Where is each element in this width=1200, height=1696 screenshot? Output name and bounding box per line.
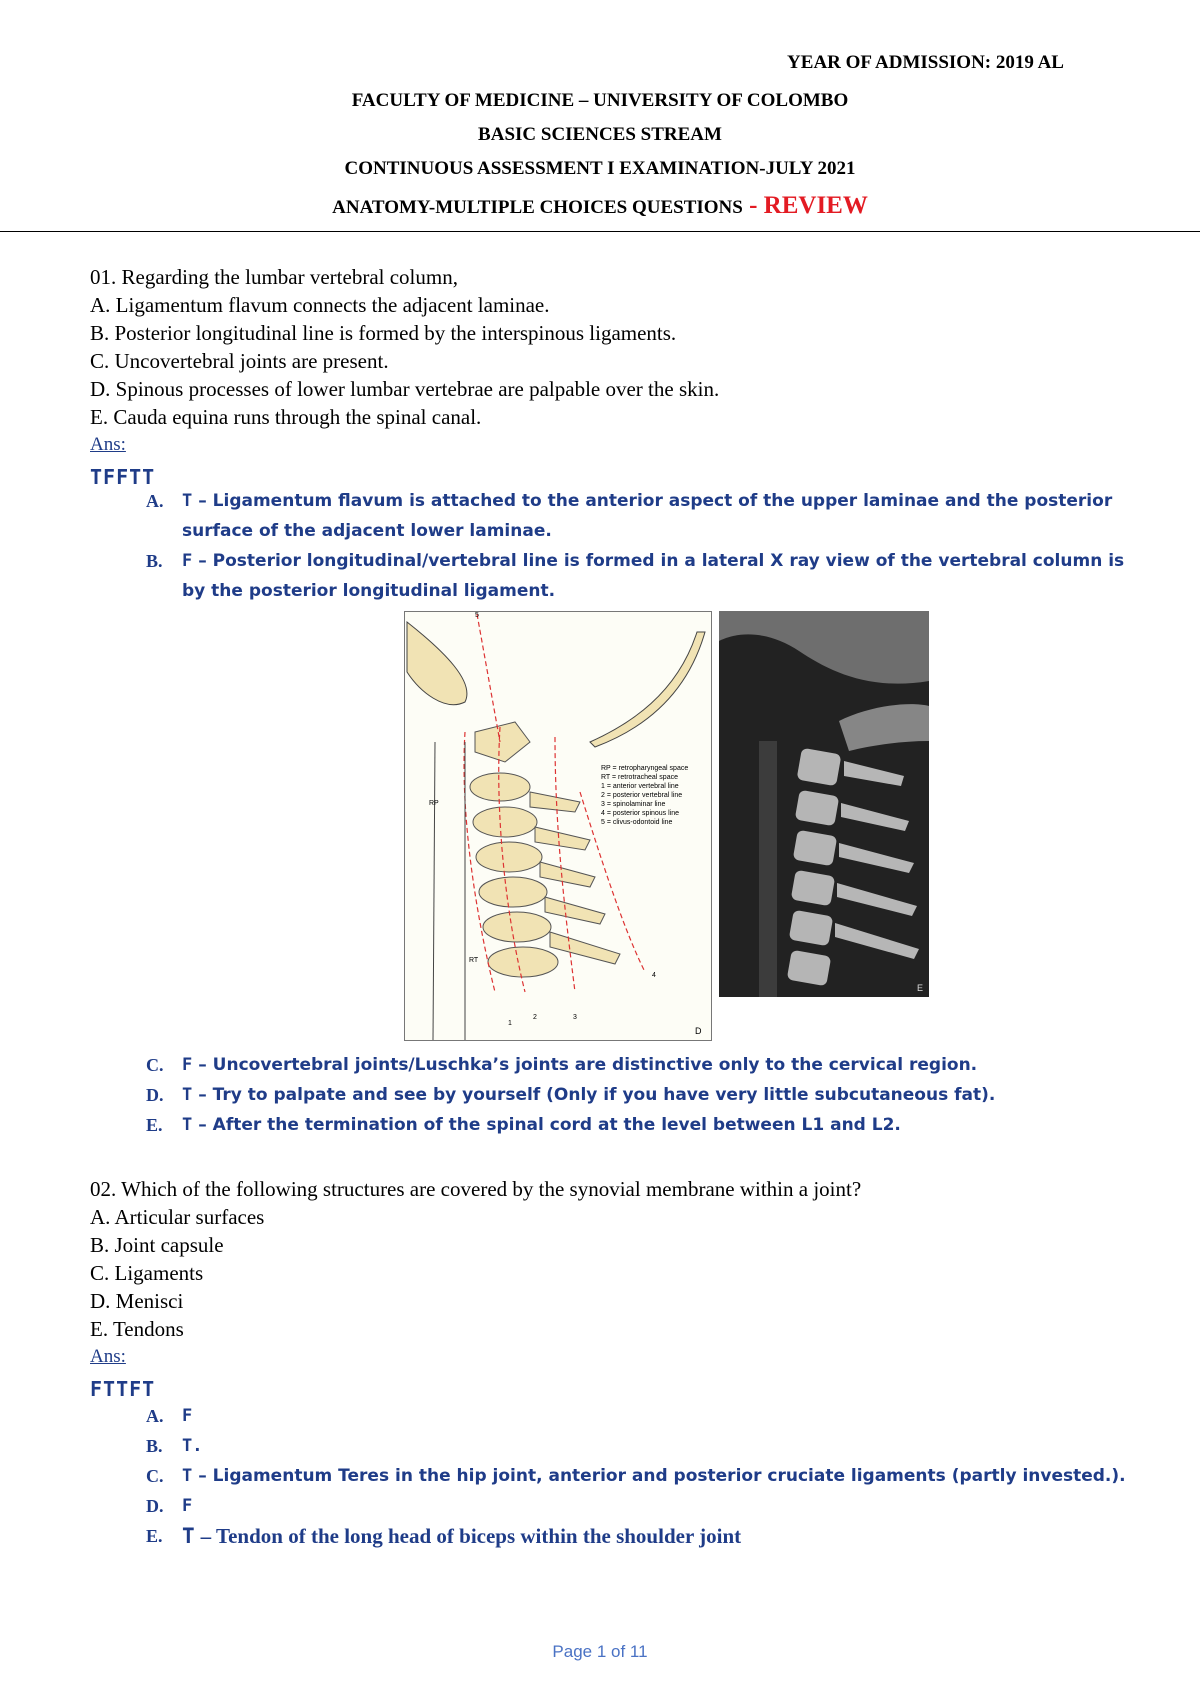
cervical-spine-diagram: [404, 611, 712, 1041]
explanation-letter: B.: [146, 551, 163, 571]
review-dash: -: [742, 192, 764, 219]
header-rule: [0, 231, 1200, 232]
explanation-text: – Ligamentum Teres in the hip joint, anterior and posterior cruciate ligaments (partly invested.).: [198, 1466, 1126, 1486]
year-of-admission: YEAR OF ADMISSION: 2019 AL: [787, 52, 1064, 73]
figure-label-e: E: [916, 983, 923, 993]
answer-code: FTTFT: [90, 1377, 156, 1401]
question-2: [90, 1175, 861, 1403]
line-number-4: 4: [652, 972, 656, 979]
figure-label-d: D: [695, 1026, 702, 1036]
explanation-text: – Tendon of the long head of biceps within the shoulder joint: [200, 1524, 742, 1548]
rp-label: RP: [429, 800, 439, 807]
explanation-letter: E.: [146, 1526, 163, 1546]
question-stem: 02. Which of the following structures are covered by the synovial membrane within a joint?: [90, 1177, 862, 1201]
q1-explanations-bottom: [146, 1050, 1136, 1140]
explanation-d: [146, 1080, 1136, 1110]
option-b: B. Posterior longitudinal line is formed by the interspinous ligaments.: [90, 321, 677, 345]
explanation-letter: E.: [146, 1115, 163, 1135]
explanation-letter: A.: [146, 1406, 164, 1426]
explanation-b: [146, 546, 1136, 606]
line-number-2: 2: [533, 1014, 537, 1021]
explanation-tf: T.: [182, 1436, 203, 1456]
explanation-letter: D.: [146, 1496, 164, 1516]
explanation-text: – Ligamentum flavum is attached to the anterior aspect of the upper laminae and the posterior surface of the adjacent lower laminae.: [182, 491, 1113, 541]
explanation-b: [146, 1431, 1136, 1461]
legend-item: RP = retropharyngeal space: [601, 765, 689, 772]
legend-item: RT = retrotracheal space: [601, 774, 678, 781]
explanation-letter: D.: [146, 1085, 164, 1105]
subject-text: ANATOMY-MULTIPLE CHOICES QUESTIONS: [332, 197, 743, 218]
explanation-tf: F: [182, 551, 193, 571]
option-b: B. Joint capsule: [90, 1233, 224, 1257]
q2-explanations: [146, 1401, 1136, 1551]
answer-label: Ans:: [90, 1346, 126, 1367]
line-number-3: 3: [573, 1014, 577, 1021]
explanation-tf: T: [182, 1085, 193, 1105]
answer-code: TFFTT: [90, 465, 156, 489]
answer-label: Ans:: [90, 434, 126, 455]
explanation-tf: F: [182, 1055, 193, 1075]
option-c: C. Uncovertebral joints are present.: [90, 349, 389, 373]
option-a: A. Articular surfaces: [90, 1205, 265, 1229]
explanation-tf: T: [182, 1115, 193, 1135]
explanation-c: [146, 1050, 1136, 1080]
option-c: C. Ligaments: [90, 1261, 204, 1285]
page-number: Page 1 of 11: [552, 1642, 648, 1661]
option-e: E. Cauda equina runs through the spinal canal.: [90, 405, 482, 429]
explanation-a: [146, 1401, 1136, 1431]
q1-explanations-top: [146, 486, 1136, 606]
explanation-text: – Posterior longitudinal/vertebral line is formed in a lateral X ray view of the vertebral column is by the posterior longitudinal ligament.: [182, 551, 1125, 601]
explanation-text: – After the termination of the spinal cord at the level between L1 and L2.: [198, 1115, 901, 1135]
option-d: D. Menisci: [90, 1289, 184, 1313]
explanation-tf: T: [182, 1466, 193, 1486]
legend-item: 3 = spinolaminar line: [601, 801, 666, 808]
review-badge: REVIEW: [763, 192, 868, 219]
question-1: [90, 263, 719, 491]
exam-title: CONTINUOUS ASSESSMENT I EXAMINATION-JULY 2021: [344, 158, 856, 179]
option-e: E. Tendons: [90, 1317, 184, 1341]
explanation-a: [146, 486, 1136, 546]
explanation-d: [146, 1491, 1136, 1521]
explanation-tf: T: [182, 491, 193, 511]
legend-item: 4 = posterior spinous line: [601, 810, 680, 817]
explanation-tf: F: [182, 1496, 193, 1516]
explanation-letter: A.: [146, 491, 164, 511]
rt-label: RT: [469, 957, 479, 964]
option-d: D. Spinous processes of lower lumbar vertebrae are palpable over the skin.: [90, 377, 720, 401]
legend-item: 2 = posterior vertebral line: [601, 792, 683, 799]
figure-legend: [601, 764, 701, 827]
explanation-e: [146, 1110, 1136, 1140]
explanation-letter: C.: [146, 1055, 164, 1075]
explanation-text: – Try to palpate and see by yourself (Only if you have very little subcutaneous fat).: [198, 1085, 996, 1105]
legend-item: 5 = clivus-odontoid line: [601, 819, 673, 826]
lateral-xray-image: [719, 611, 929, 997]
explanation-letter: B.: [146, 1436, 163, 1456]
explanation-letter: C.: [146, 1466, 164, 1486]
explanation-e: [146, 1521, 1136, 1551]
xray-svg: [719, 611, 929, 997]
question-stem: 01. Regarding the lumbar vertebral column,: [90, 265, 458, 289]
legend-item: 1 = anterior vertebral line: [601, 783, 679, 790]
faculty-title: FACULTY OF MEDICINE – UNIVERSITY OF COLOMBO: [351, 90, 849, 111]
line-number-1: 1: [508, 1020, 512, 1027]
subject-title: [0, 192, 1200, 220]
stream-title: BASIC SCIENCES STREAM: [478, 124, 722, 145]
line-number-5: 5: [475, 612, 479, 619]
explanation-tf: F: [182, 1406, 193, 1426]
explanation-c: [146, 1461, 1136, 1491]
explanation-text: – Uncovertebral joints/Luschka’s joints are distinctive only to the cervical region.: [198, 1055, 978, 1075]
explanation-tf: T: [182, 1524, 195, 1548]
option-a: A. Ligamentum flavum connects the adjacent laminae.: [90, 293, 550, 317]
